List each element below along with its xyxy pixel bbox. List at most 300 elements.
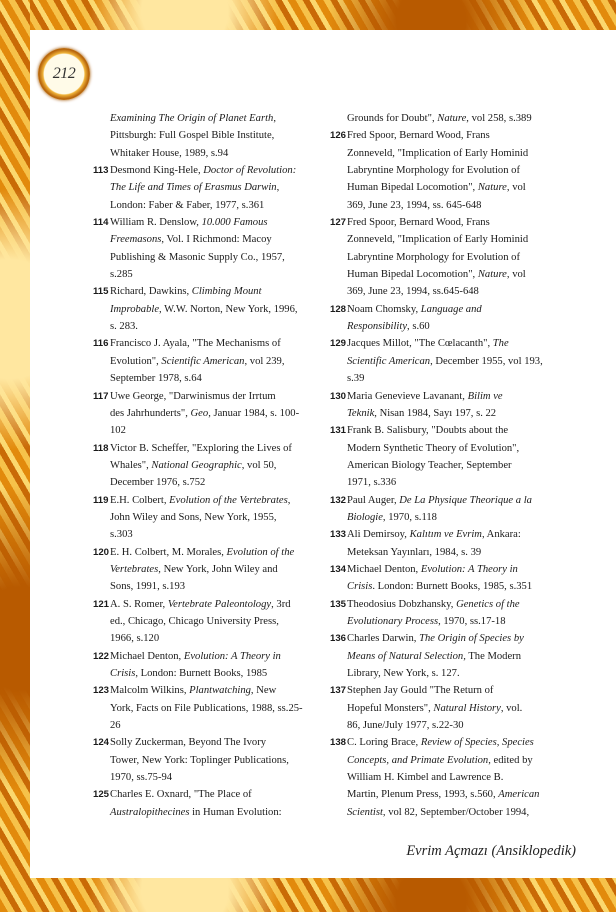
- reference-entry: [93, 162, 327, 214]
- text-segment: Meteksan Yayınları, 1984, s. 39: [347, 546, 482, 558]
- page-number-medallion: [38, 48, 90, 100]
- text-segment: Zonneveld, "Implication of Early Hominid: [347, 234, 529, 246]
- ornamental-frame-top: [0, 0, 616, 30]
- reference-text: [347, 422, 564, 491]
- text-segment: John Wiley and Sons, New York, 1955,: [110, 511, 277, 523]
- italic-title-segment: Improbable,: [110, 303, 162, 315]
- reference-text: [110, 734, 327, 786]
- text-segment: Labryntine Morphology for Evolution of: [347, 165, 521, 177]
- reference-number: 136: [330, 633, 347, 645]
- reference-line: [110, 370, 327, 387]
- text-segment: A. S. Romer,: [110, 598, 168, 610]
- reference-line: [347, 665, 564, 682]
- text-segment: Library, New York, s. 127.: [347, 668, 460, 679]
- italic-title-segment: Freemasons: [110, 234, 162, 246]
- reference-line: [110, 214, 327, 231]
- text-segment: W.W. Norton, New York, 1996,: [161, 303, 298, 315]
- reference-entry: [330, 526, 564, 561]
- reference-text: [347, 682, 564, 734]
- reference-entry: [93, 786, 327, 821]
- reference-entry: [330, 388, 564, 423]
- italic-title-segment: Teknik: [347, 407, 375, 419]
- reference-text: [347, 335, 564, 387]
- italic-title-segment: The Origin of Species by: [419, 633, 524, 645]
- reference-text: [110, 283, 327, 335]
- reference-text: [110, 682, 327, 734]
- reference-entry: [93, 596, 327, 648]
- reference-entry: [330, 492, 564, 527]
- reference-number: 114: [93, 217, 109, 229]
- reference-line: [347, 578, 564, 595]
- reference-text: [110, 335, 327, 387]
- italic-title-segment: Evolution of the Vertebrates: [169, 494, 288, 506]
- reference-line: [347, 405, 564, 422]
- reference-entry: [330, 734, 564, 821]
- reference-number: 126: [330, 130, 347, 142]
- reference-entry: [93, 544, 327, 596]
- reference-number: 129: [330, 338, 347, 350]
- text-segment: Stephen Jay Gould "The Return of: [347, 685, 494, 697]
- reference-entry: [330, 596, 564, 631]
- text-segment: , vol.: [500, 702, 523, 714]
- continuation-indent: [330, 110, 347, 127]
- text-segment: ed., Chicago, Chicago University Press,: [110, 615, 279, 627]
- reference-line: [347, 752, 564, 769]
- text-segment: Hopeful Monsters",: [347, 702, 434, 714]
- italic-title-segment: Scientific American: [347, 355, 431, 367]
- text-segment: s.285: [110, 269, 133, 281]
- reference-number: 130: [330, 390, 347, 402]
- reference-line: [110, 596, 327, 613]
- reference-entry: [330, 127, 564, 214]
- text-segment: Human Bipedal Locomotion",: [347, 182, 478, 194]
- text-segment: Whales",: [110, 459, 152, 471]
- text-segment: , 3rd: [271, 598, 291, 610]
- references-left-column: [93, 110, 327, 821]
- italic-title-segment: Vertebrate Paleontology: [167, 598, 272, 610]
- reference-line: [347, 370, 564, 387]
- text-segment: des Jahrhunderts",: [110, 407, 191, 419]
- reference-line: [347, 301, 564, 318]
- italic-title-segment: Natural History: [433, 702, 501, 714]
- text-segment: Solly Zuckerman, Beyond The Ivory: [110, 737, 267, 749]
- text-segment: in Human Evolution:: [189, 806, 282, 818]
- reference-line: [347, 266, 564, 283]
- reference-number: 132: [330, 494, 347, 506]
- text-segment: , vol 258, s.389: [466, 113, 532, 124]
- italic-title-segment: Evolution of the: [226, 546, 295, 558]
- text-segment: ,: [287, 494, 291, 506]
- reference-text: [110, 214, 327, 283]
- italic-title-segment: Evolutionary Process: [347, 615, 439, 627]
- references-right-column: [330, 110, 564, 821]
- reference-text: [110, 544, 327, 596]
- continuation-indent: [93, 110, 110, 162]
- reference-line: [347, 596, 564, 613]
- reference-line: [110, 492, 327, 509]
- text-segment: 1966, s.120: [110, 633, 160, 645]
- reference-line: [347, 249, 564, 266]
- reference-line: [347, 214, 564, 231]
- reference-text: [347, 492, 564, 527]
- text-segment: , s.60: [407, 321, 430, 333]
- italic-title-segment: The: [492, 338, 509, 350]
- text-segment: s.39: [347, 373, 365, 385]
- text-segment: , Nisan 1984, Sayı 197, s. 22: [374, 407, 497, 419]
- text-segment: Zonneveld, "Implication of Early Hominid: [347, 147, 529, 159]
- reference-entry: [93, 682, 327, 734]
- reference-number: 128: [330, 303, 347, 315]
- reference-number: 117: [93, 390, 109, 402]
- reference-entry: [93, 492, 327, 544]
- reference-entry: [93, 214, 327, 283]
- text-segment: , Ankara:: [481, 529, 521, 541]
- italic-title-segment: Nature: [477, 269, 507, 281]
- italic-title-segment: Geo: [190, 407, 209, 419]
- italic-title-segment: Vertebrates: [110, 563, 159, 575]
- text-segment: 1970, ss.75-94: [110, 772, 173, 784]
- text-segment: Pittsburgh: Full Gospel Bible Institute,: [110, 130, 275, 142]
- italic-title-segment: Biologie: [347, 511, 383, 523]
- italic-title-segment: 10.000 Famous: [201, 217, 268, 229]
- reference-line: [110, 422, 327, 439]
- reference-number: 119: [93, 494, 109, 506]
- text-segment: Victor B. Scheffer, "Exploring the Lives of: [110, 442, 292, 454]
- reference-line: [110, 682, 327, 699]
- reference-text: [110, 440, 327, 492]
- italic-title-segment: Genetics of the: [456, 598, 520, 610]
- reference-entry: [330, 214, 564, 301]
- text-segment: December 1976, s.752: [110, 477, 206, 489]
- reference-number: 122: [93, 650, 110, 662]
- reference-line: [110, 665, 327, 682]
- reference-number: 131: [330, 425, 347, 437]
- text-segment: The Modern: [465, 650, 521, 662]
- text-segment: ,: [276, 182, 280, 194]
- reference-line: [347, 509, 564, 526]
- text-segment: Tower, New York: Toplinger Publications,: [110, 754, 289, 766]
- reference-entry: [93, 734, 327, 786]
- reference-number: 134: [330, 563, 347, 575]
- reference-entry: [330, 335, 564, 387]
- reference-line: [110, 440, 327, 457]
- italic-title-segment: Means of Natural Selection,: [347, 650, 466, 662]
- reference-line: [110, 318, 327, 335]
- reference-line: [110, 578, 327, 595]
- text-segment: Fred Spoor, Bernard Wood, Frans: [347, 130, 490, 142]
- reference-entry: [330, 110, 564, 127]
- italic-title-segment: Concepts, and Primate Evolution: [347, 754, 489, 766]
- italic-title-segment: American: [498, 789, 540, 801]
- reference-line: [110, 249, 327, 266]
- reference-line: [110, 509, 327, 526]
- italic-title-segment: Australopithecines: [110, 806, 190, 818]
- text-segment: York, Facts on File Publications, 1988, ss.25-: [110, 702, 303, 714]
- reference-line: [347, 335, 564, 352]
- italic-title-segment: Evolution: A Theory in: [183, 650, 281, 662]
- reference-line: [347, 474, 564, 491]
- text-segment: Labryntine Morphology for Evolution of: [347, 251, 521, 263]
- book-title-footer: Evrim Açmazı (Ansiklopedik): [406, 843, 576, 859]
- reference-text: [110, 162, 327, 214]
- reference-line: [347, 179, 564, 196]
- text-segment: Maria Genevieve Lavanant,: [347, 390, 468, 402]
- italic-title-segment: Review of Species, Species: [420, 737, 534, 749]
- italic-title-segment: Evolution: A Theory in: [420, 563, 518, 575]
- reference-text: [110, 388, 327, 440]
- reference-line: [110, 301, 327, 318]
- italic-title-segment: The Life and Times of Erasmus Darwin: [110, 182, 277, 194]
- reference-number: 137: [330, 685, 347, 697]
- italic-title-segment: Nature: [437, 113, 467, 124]
- page-number: 212: [52, 65, 76, 82]
- text-segment: Desmond King-Hele,: [110, 165, 204, 177]
- reference-number: 133: [330, 529, 347, 541]
- reference-line: [110, 700, 327, 717]
- reference-line: [110, 544, 327, 561]
- reference-number: 115: [93, 286, 109, 298]
- reference-entry: [93, 648, 327, 683]
- reference-entry: [330, 301, 564, 336]
- reference-line: [347, 110, 564, 127]
- reference-line: [110, 127, 327, 144]
- text-segment: , Vol. I Richmond: Macoy: [161, 234, 272, 246]
- text-segment: E.H. Colbert,: [110, 494, 170, 506]
- ornamental-frame-left: [0, 0, 30, 912]
- reference-number: 120: [93, 546, 110, 558]
- italic-title-segment: Plantwatching: [189, 685, 251, 697]
- reference-number: 121: [93, 598, 110, 610]
- text-segment: Francisco J. Ayala, "The Mechanisms of: [110, 338, 281, 350]
- reference-line: [110, 630, 327, 647]
- reference-line: [347, 561, 564, 578]
- text-segment: , edited by: [488, 754, 533, 766]
- reference-line: [347, 388, 564, 405]
- reference-line: [347, 544, 564, 561]
- text-segment: Uwe George, "Darwinismus der Irrtum: [110, 390, 276, 402]
- reference-entry: [330, 561, 564, 596]
- italic-title-segment: Language and: [420, 303, 482, 315]
- text-segment: , vol: [506, 269, 526, 281]
- reference-line: [347, 440, 564, 457]
- reference-line: [110, 179, 327, 196]
- reference-text: [110, 492, 327, 544]
- text-segment: , vol 82, September/October 1994,: [382, 806, 530, 818]
- ornamental-frame-bottom: [0, 878, 616, 912]
- text-segment: Sons, 1991, s.193: [110, 581, 186, 593]
- text-segment: 86, June/July 1977, s.22-30: [347, 720, 464, 732]
- reference-line: [110, 353, 327, 370]
- reference-text: [110, 786, 327, 821]
- text-segment: , New York, John Wiley and: [158, 563, 278, 575]
- reference-entry: [330, 630, 564, 682]
- text-segment: Ali Demirsoy,: [347, 529, 410, 541]
- text-segment: C. Loring Brace,: [347, 737, 421, 749]
- reference-line: [110, 335, 327, 352]
- reference-line: [110, 526, 327, 543]
- reference-line: [347, 526, 564, 543]
- reference-text: [347, 734, 564, 821]
- text-segment: Noam Chomsky,: [347, 303, 421, 315]
- reference-number: 127: [330, 217, 347, 229]
- reference-text: [347, 596, 564, 631]
- reference-line: [347, 769, 564, 786]
- reference-line: [110, 283, 327, 300]
- reference-line: [110, 734, 327, 751]
- text-segment: American Biology Teacher, September: [347, 459, 512, 471]
- reference-line: [347, 457, 564, 474]
- text-segment: 369, June 23, 1994, ss. 645-648: [347, 199, 482, 211]
- reference-number: 135: [330, 598, 347, 610]
- text-segment: William H. Kimbel and Lawrence B.: [347, 772, 504, 784]
- text-segment: Publishing & Masonic Supply Co., 1957,: [110, 251, 285, 263]
- reference-number: 138: [330, 737, 347, 749]
- reference-line: [347, 717, 564, 734]
- reference-line: [110, 769, 327, 786]
- reference-number: 125: [93, 789, 110, 801]
- reference-line: [110, 231, 327, 248]
- reference-line: [347, 613, 564, 630]
- italic-title-segment: Crisis: [110, 668, 136, 679]
- text-segment: Evolution",: [110, 355, 162, 367]
- italic-title-segment: Scientific American: [161, 355, 245, 367]
- text-segment: ,: [273, 113, 276, 124]
- reference-line: [110, 474, 327, 491]
- text-segment: Martin, Plenum Press, 1993, s.560,: [347, 789, 499, 801]
- text-segment: s.303: [110, 529, 133, 541]
- reference-entry: [93, 388, 327, 440]
- text-segment: Michael Denton,: [110, 650, 184, 662]
- reference-text: [347, 110, 564, 127]
- reference-line: [110, 388, 327, 405]
- reference-line: [110, 162, 327, 179]
- text-segment: Theodosius Dobzhansky,: [347, 598, 457, 610]
- text-segment: , New: [250, 685, 277, 697]
- italic-title-segment: Doctor of Revolution:: [203, 165, 297, 177]
- reference-number: 123: [93, 685, 110, 697]
- text-segment: , London: Burnett Books, 1985: [135, 668, 268, 679]
- reference-line: [110, 717, 327, 734]
- reference-line: [347, 682, 564, 699]
- text-segment: E. H. Colbert, M. Morales,: [110, 546, 227, 558]
- italic-title-segment: Crisis: [347, 581, 373, 593]
- text-segment: , 1970, s.118: [382, 511, 437, 523]
- reference-entry: [330, 682, 564, 734]
- reference-line: [347, 283, 564, 300]
- reference-line: [347, 231, 564, 248]
- text-segment: , vol 239,: [244, 355, 285, 367]
- italic-title-segment: Bilim ve: [467, 390, 503, 402]
- italic-title-segment: Responsibility: [347, 321, 408, 333]
- text-segment: 102: [110, 425, 126, 437]
- reference-line: [347, 127, 564, 144]
- reference-line: [110, 752, 327, 769]
- reference-text: [347, 388, 564, 423]
- reference-text: [110, 648, 327, 683]
- text-segment: Modern Synthetic Theory of Evolution",: [347, 442, 520, 454]
- text-segment: 369, June 23, 1994, ss.645-648: [347, 286, 479, 298]
- text-segment: . London: Burnett Books, 1985, s.351: [372, 581, 533, 593]
- italic-title-segment: National Geographic: [151, 459, 242, 471]
- reference-line: [347, 422, 564, 439]
- reference-text: [347, 214, 564, 301]
- text-segment: William R. Denslow,: [110, 217, 202, 229]
- text-segment: Richard, Dawkins,: [110, 286, 192, 298]
- reference-line: [110, 145, 327, 162]
- text-segment: s. 283.: [110, 321, 138, 333]
- reference-text: [347, 301, 564, 336]
- text-segment: , December 1955, vol 193,: [430, 355, 543, 367]
- reference-line: [347, 648, 564, 665]
- reference-number: 116: [93, 338, 109, 350]
- italic-title-segment: Scientist: [347, 806, 383, 818]
- text-segment: Whitaker House, 1989, s.94: [110, 147, 229, 159]
- text-segment: Charles E. Oxnard, "The Place of: [110, 789, 252, 801]
- text-segment: Fred Spoor, Bernard Wood, Frans: [347, 217, 490, 229]
- reference-line: [110, 804, 327, 821]
- reference-line: [110, 266, 327, 283]
- reference-number: 113: [93, 165, 109, 177]
- reference-line: [347, 162, 564, 179]
- italic-title-segment: Nature: [477, 182, 507, 194]
- text-segment: Human Bipedal Locomotion",: [347, 269, 478, 281]
- text-segment: 1971, s.336: [347, 477, 397, 489]
- reference-line: [347, 734, 564, 751]
- reference-text: [110, 596, 327, 648]
- text-segment: Jacques Millot, "The Cœlacanth",: [347, 338, 493, 350]
- reference-line: [347, 630, 564, 647]
- reference-line: [347, 353, 564, 370]
- text-segment: Paul Auger,: [347, 494, 400, 506]
- reference-line: [347, 804, 564, 821]
- reference-line: [347, 145, 564, 162]
- reference-text: [347, 127, 564, 214]
- reference-text: [347, 630, 564, 682]
- reference-line: [347, 700, 564, 717]
- reference-line: [110, 110, 327, 127]
- text-segment: Grounds for Doubt",: [347, 113, 438, 124]
- text-segment: , Januar 1984, s. 100-: [208, 407, 300, 419]
- text-segment: Malcolm Wilkins,: [110, 685, 190, 697]
- reference-entry: [93, 440, 327, 492]
- text-segment: Frank B. Salisbury, "Doubts about the: [347, 425, 509, 437]
- italic-title-segment: Climbing Mount: [191, 286, 262, 298]
- reference-line: [347, 786, 564, 803]
- reference-text: [347, 526, 564, 561]
- reference-entry: [93, 335, 327, 387]
- italic-title-segment: Examining The Origin of Planet Earth: [110, 113, 274, 124]
- reference-entry: [93, 110, 327, 162]
- text-segment: Michael Denton,: [347, 563, 421, 575]
- reference-line: [110, 561, 327, 578]
- reference-line: [110, 613, 327, 630]
- reference-line: [347, 492, 564, 509]
- reference-text: [347, 561, 564, 596]
- text-segment: , 1970, ss.17-18: [438, 615, 506, 627]
- reference-entry: [93, 283, 327, 335]
- reference-text: [110, 110, 327, 162]
- text-segment: , vol 50,: [241, 459, 277, 471]
- reference-line: [347, 318, 564, 335]
- italic-title-segment: De La Physique Theorique a la: [399, 494, 532, 506]
- text-segment: Charles Darwin,: [347, 633, 420, 645]
- reference-line: [110, 457, 327, 474]
- text-segment: 26: [110, 720, 121, 732]
- reference-line: [110, 405, 327, 422]
- text-segment: London: Faber & Faber, 1977, s.361: [110, 199, 265, 211]
- reference-line: [110, 786, 327, 803]
- italic-title-segment: Kalıtım ve Evrim: [409, 529, 482, 541]
